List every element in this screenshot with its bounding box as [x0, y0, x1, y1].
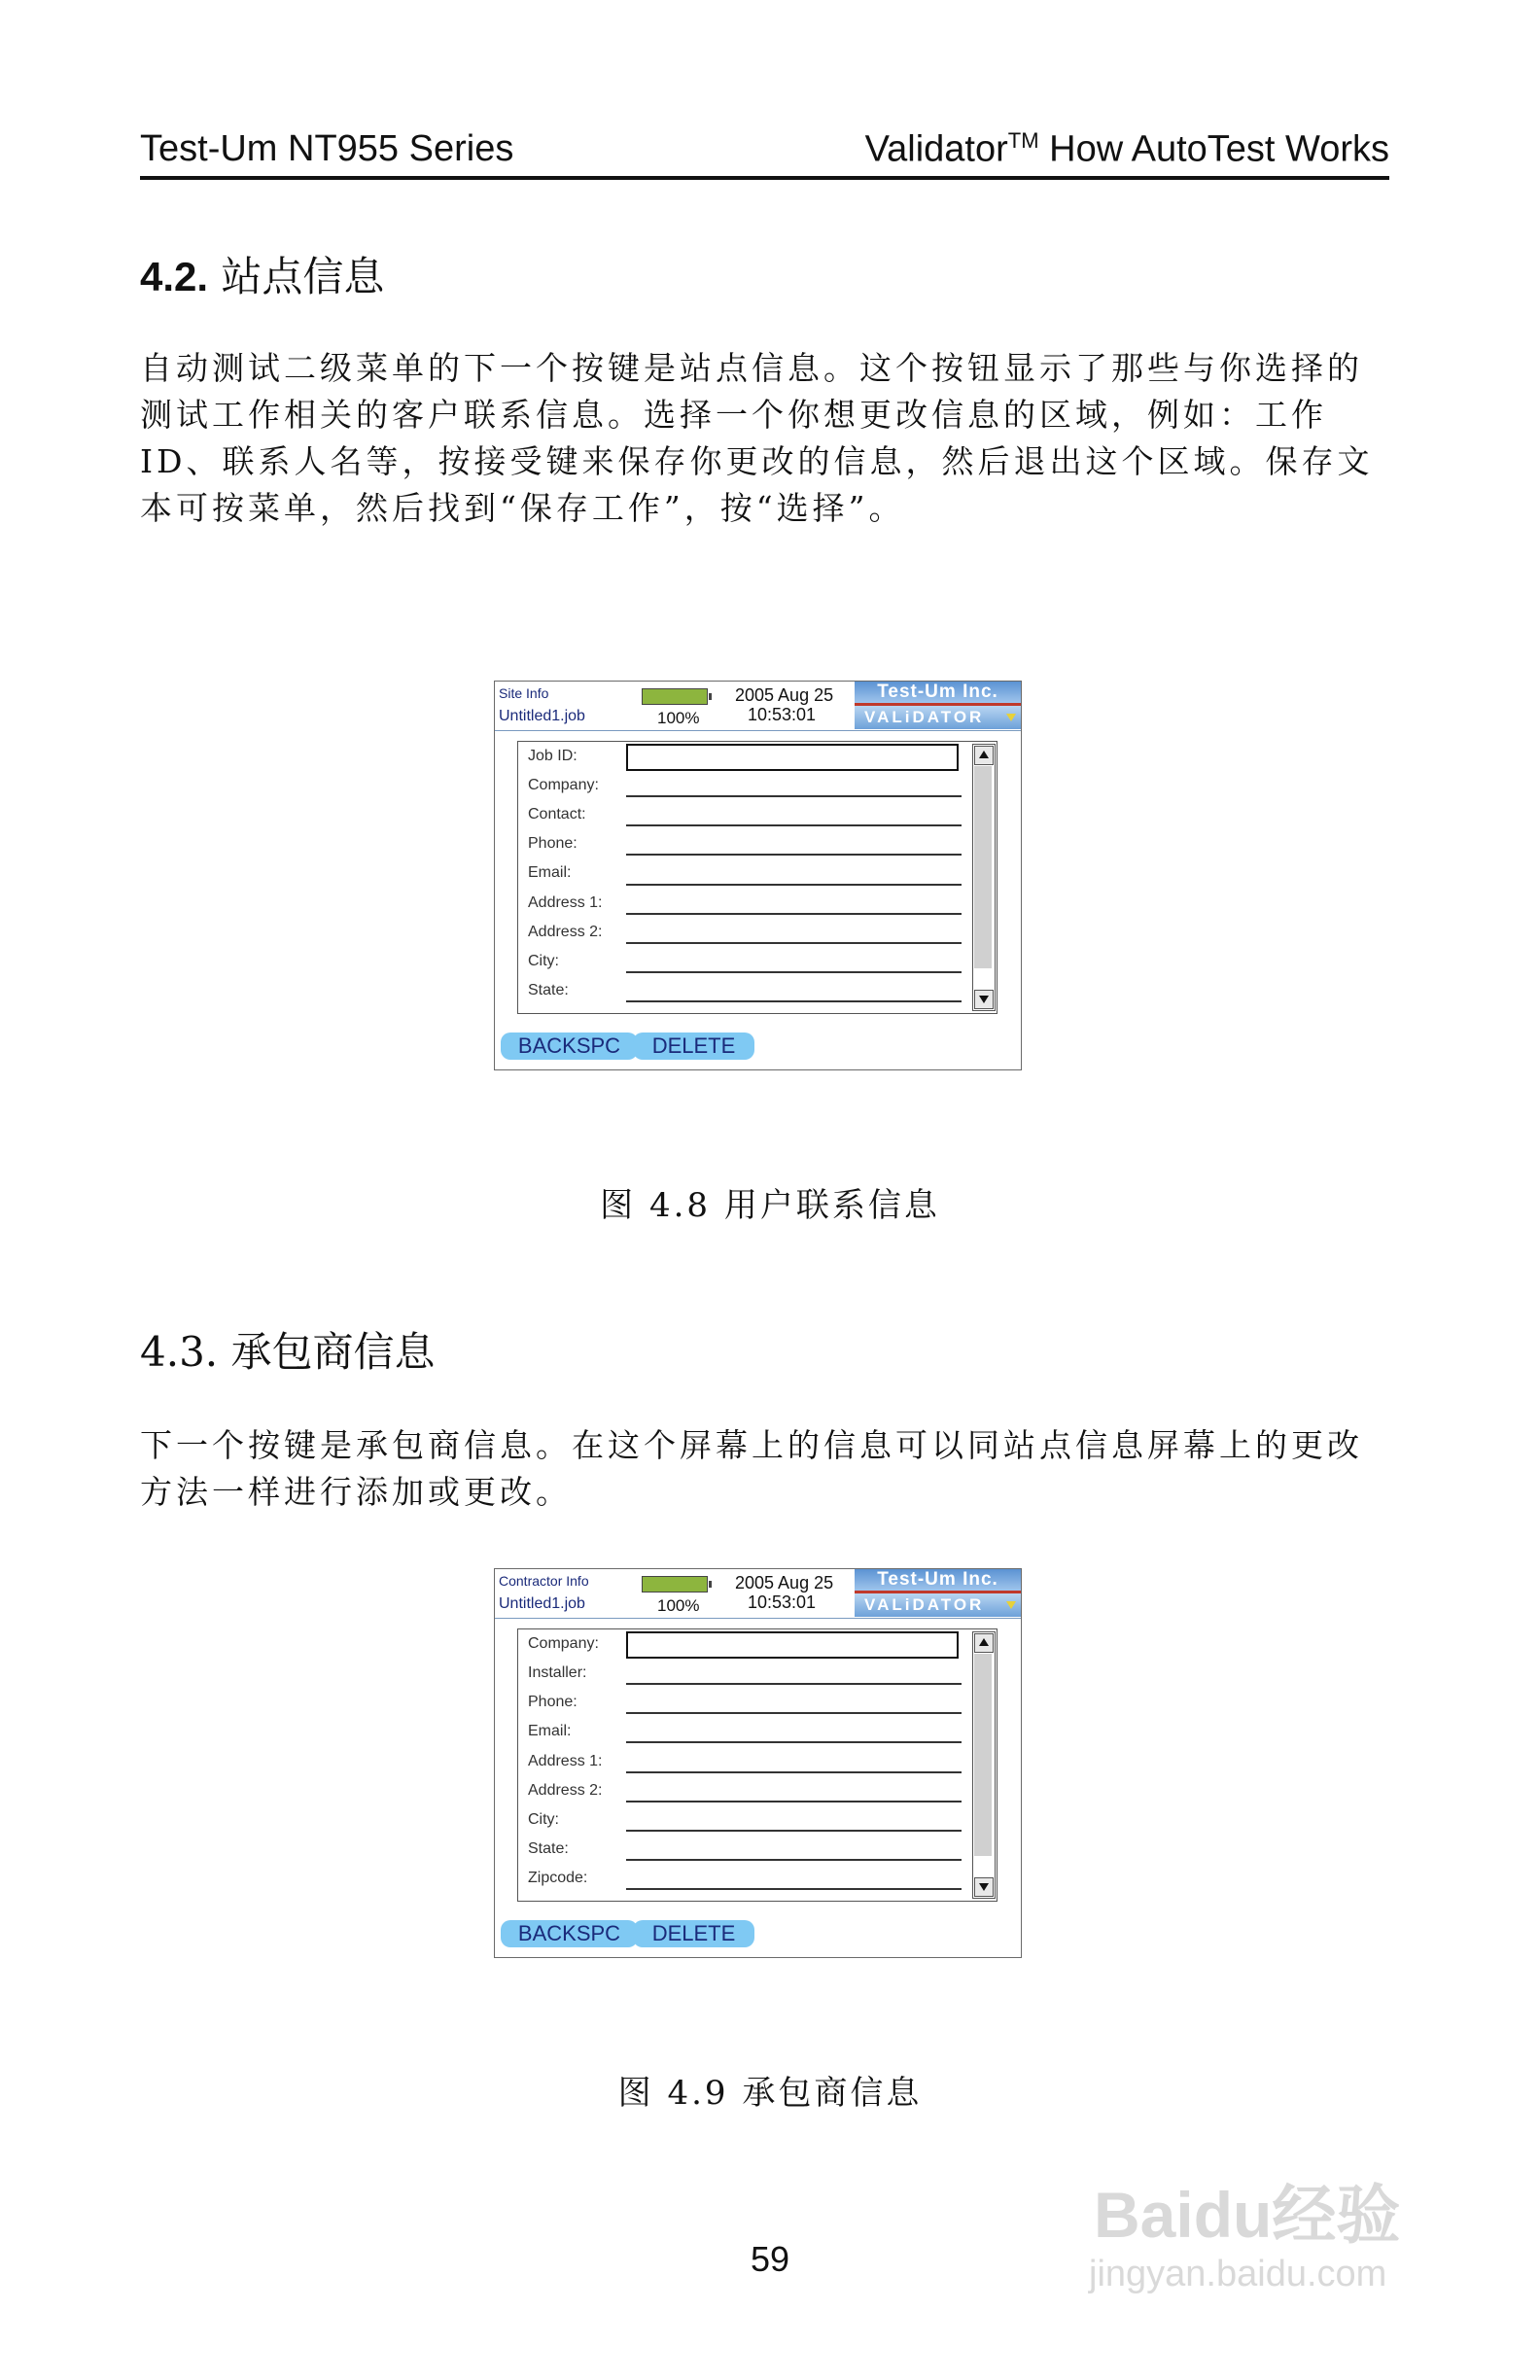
backspace-button[interactable]: BACKSPC	[501, 1032, 638, 1060]
email-input[interactable]	[626, 1741, 962, 1743]
field-label: Phone:	[528, 835, 578, 852]
status-date: 2005 Aug 25	[735, 1573, 834, 1592]
watermark-url: jingyan.baidu.com	[1089, 2254, 1387, 2294]
figure-caption: 图 4.9 承包商信息	[617, 2074, 923, 2113]
status-time: 10:53:01	[748, 705, 817, 724]
section-number: 4.2.	[140, 254, 209, 299]
product-name: VALiDATOR	[864, 708, 985, 726]
field-label: Email:	[528, 1723, 572, 1739]
battery-percent: 100%	[657, 709, 700, 727]
field-label: Address 2:	[528, 924, 603, 940]
zipcode-input[interactable]	[626, 1888, 962, 1890]
watermark-logo: Baidu经验	[1094, 2179, 1401, 2251]
backspace-button[interactable]: BACKSPC	[501, 1920, 638, 1947]
scroll-thumb[interactable]	[974, 766, 992, 968]
page-number: 59	[750, 2239, 790, 2279]
field-label: Email:	[528, 864, 572, 881]
section-paragraph: 自动测试二级菜单的下一个按键是站点信息。这个按钮显示了那些与你选择的测试工作相关的客户联系信息。选择一个你想更改信息的区域，例如：工作ID、联系人名等，按接受键来保存你更改的信息，然后退出这个区域。保存文本可按菜单，然后找到“保存工作”，按“选择”。	[140, 349, 1374, 527]
section-heading-4-3	[140, 1320, 436, 1379]
delete-button[interactable]: DELETE	[633, 1920, 754, 1947]
section-paragraph: 下一个按键是承包商信息。在这个屏幕上的信息可以同站点信息屏幕上的更改方法一样进行添加或更改。	[140, 1426, 1363, 1511]
screen-name: Site Info	[499, 685, 549, 701]
scroll-thumb[interactable]	[974, 1654, 992, 1856]
section-number: 4.3.	[140, 1328, 219, 1376]
company-input[interactable]	[626, 795, 962, 797]
phone-input[interactable]	[626, 854, 962, 856]
arrow-up-icon	[979, 751, 989, 758]
section-heading-4-2	[140, 245, 384, 303]
contact-input[interactable]	[626, 824, 962, 826]
battery-percent: 100%	[657, 1596, 700, 1615]
field-label: Company:	[528, 777, 599, 793]
state-input[interactable]	[626, 1859, 962, 1861]
header-trademark: TM	[1007, 128, 1039, 153]
city-input[interactable]	[626, 1830, 962, 1832]
battery-icon	[642, 1576, 708, 1592]
company-input[interactable]	[626, 1631, 959, 1659]
status-time: 10:53:01	[748, 1592, 817, 1612]
field-label: Installer:	[528, 1664, 587, 1681]
running-header-right	[865, 128, 1389, 171]
header-title: How AutoTest Works	[1038, 128, 1389, 170]
running-header-left: Test-Um NT955 Series	[140, 128, 514, 169]
field-label: Contact:	[528, 806, 586, 822]
scrollbar[interactable]	[972, 744, 996, 1011]
address2-input[interactable]	[626, 1801, 962, 1802]
device-screen-contractor-info	[494, 1568, 1022, 1958]
header-product: Validator	[864, 128, 1008, 170]
scroll-up-button[interactable]	[974, 746, 994, 765]
product-logo	[855, 1593, 1021, 1617]
contractor-form	[517, 1628, 998, 1902]
section-title: 承包商信息	[230, 1328, 436, 1376]
field-label: Job ID:	[528, 748, 578, 764]
scroll-up-button[interactable]	[974, 1633, 994, 1653]
arrow-down-icon	[979, 996, 989, 1003]
battery-fill	[643, 689, 707, 704]
brand-logo: Test-Um Inc.	[855, 1569, 1021, 1591]
status-date: 2005 Aug 25	[735, 685, 834, 705]
arrow-down-icon	[979, 1883, 989, 1891]
product-logo	[855, 706, 1021, 729]
battery-tip	[709, 1581, 712, 1588]
device-screen-site-info	[494, 681, 1022, 1070]
arrow-up-icon	[979, 1638, 989, 1646]
product-triangle-icon	[1006, 1601, 1016, 1609]
section-title: 站点信息	[221, 253, 385, 300]
delete-button[interactable]: DELETE	[633, 1032, 754, 1060]
battery-tip	[709, 693, 712, 700]
scroll-down-button[interactable]	[974, 990, 994, 1009]
figure-caption: 图 4.8 用户联系信息	[600, 1186, 940, 1225]
field-label: Address 1:	[528, 1753, 603, 1769]
address1-input[interactable]	[626, 913, 962, 915]
address2-input[interactable]	[626, 942, 962, 944]
field-label: Company:	[528, 1635, 599, 1652]
product-triangle-icon	[1006, 714, 1016, 721]
field-label: State:	[528, 982, 569, 998]
status-bar	[495, 1569, 1021, 1619]
field-label: Address 1:	[528, 894, 603, 911]
status-bar	[495, 682, 1021, 731]
brand-logo: Test-Um Inc.	[855, 682, 1021, 703]
job-file-name: Untitled1.job	[499, 708, 585, 724]
battery-icon	[642, 688, 708, 705]
field-label: City:	[528, 1811, 559, 1828]
job-id-input[interactable]	[626, 744, 959, 771]
screen-name: Contractor Info	[499, 1573, 589, 1589]
city-input[interactable]	[626, 971, 962, 973]
scrollbar[interactable]	[972, 1631, 996, 1899]
field-label: State:	[528, 1840, 569, 1857]
contact-form	[517, 741, 998, 1014]
field-label: City:	[528, 953, 559, 969]
field-label: Address 2:	[528, 1782, 603, 1799]
phone-input[interactable]	[626, 1712, 962, 1714]
field-label: Zipcode:	[528, 1870, 588, 1886]
email-input[interactable]	[626, 884, 962, 886]
scroll-down-button[interactable]	[974, 1877, 994, 1897]
address1-input[interactable]	[626, 1771, 962, 1773]
product-name: VALiDATOR	[864, 1595, 985, 1614]
header-rule	[140, 176, 1389, 180]
state-input[interactable]	[626, 1000, 962, 1002]
installer-input[interactable]	[626, 1683, 962, 1685]
job-file-name: Untitled1.job	[499, 1595, 585, 1612]
battery-fill	[643, 1577, 707, 1592]
field-label: Phone:	[528, 1694, 578, 1710]
